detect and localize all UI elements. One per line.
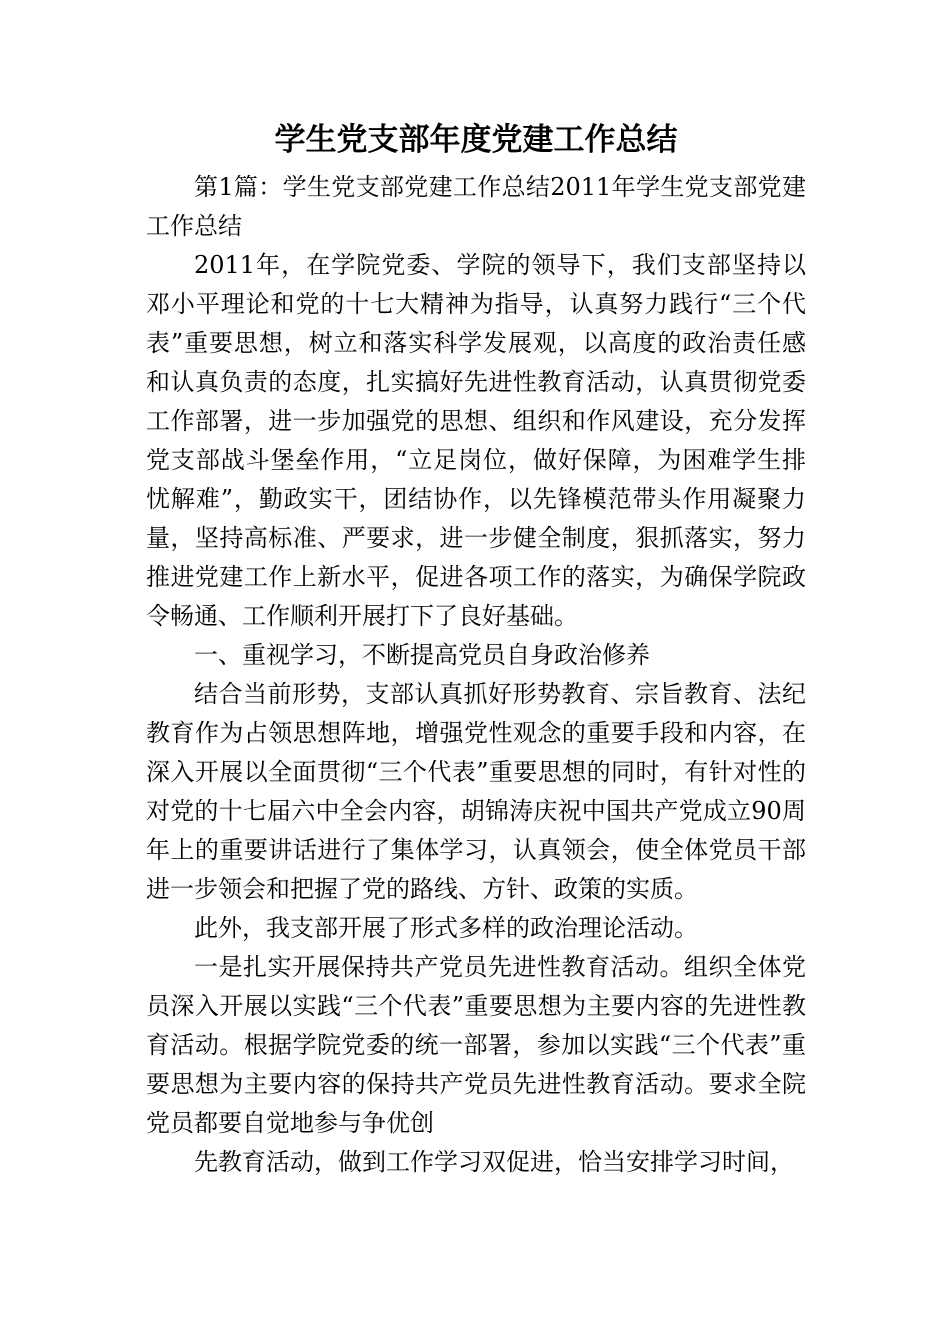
paragraph-intro: 2011年，在学院党委、学院的领导下，我们支部坚持以邓小平理论和党的十七大精神为指导，认真努力践行“三个代表”重要思想，树立和落实科学发展观，以高度的政治责任感和认真负责的态度，扎实搞好先进性教育活动，认真贯彻党委工作部署，进一步加强党的思想、组织和作风建设，充分发挥党支部战斗堡垒作用，“立足岗位，做好保障，为困难学生排忧解难”，勤政实干，团结协作，以先锋模范带头作用凝聚力量，坚持高标准、严要求，进一步健全制度，狠抓落实，努力推进党建工作上新水平，促进各项工作的落实，为确保学院政令畅通、工作顺利开展打下了良好基础。 (146, 251, 806, 630)
section-heading-1: 一、重视学习，不断提高党员自身政治修养 (194, 641, 650, 669)
paragraph-item-1: 一是扎实开展保持共产党员先进性教育活动。组织全体党员深入开展以实践“三个代表”重要思想为主要内容的先进性教育活动。根据学院党委的统一部署，参加以实践“三个代表”重要思想为主要内容的保持共产党员先进性教育活动。要求全院党员都要自觉地参与争优创 (146, 953, 806, 1137)
paragraph-continued: 先教育活动，做到工作学习双促进，恰当安排学习时间， (194, 1148, 794, 1176)
document-body (146, 168, 806, 1182)
paragraph-study: 结合当前形势，支部认真抓好形势教育、宗旨教育、法纪教育作为占领思想阵地，增强党性观念的重要手段和内容，在深入开展以全面贯彻“三个代表”重要思想的同时，有针对性的对党的十七届六中全会内容，胡锦涛庆祝中国共产党成立90周年上的重要讲话进行了集体学习，认真领会，使全体党员干部进一步领会和把握了党的路线、方针、政策的实质。 (146, 680, 806, 903)
paragraph-heading-1: 第1篇：学生党支部党建工作总结2011年学生党支部党建工作总结 (146, 173, 806, 240)
document-title: 学生党支部年度党建工作总结 (274, 122, 678, 158)
paragraph-activities: 此外，我支部开展了形式多样的政治理论活动。 (194, 914, 698, 942)
